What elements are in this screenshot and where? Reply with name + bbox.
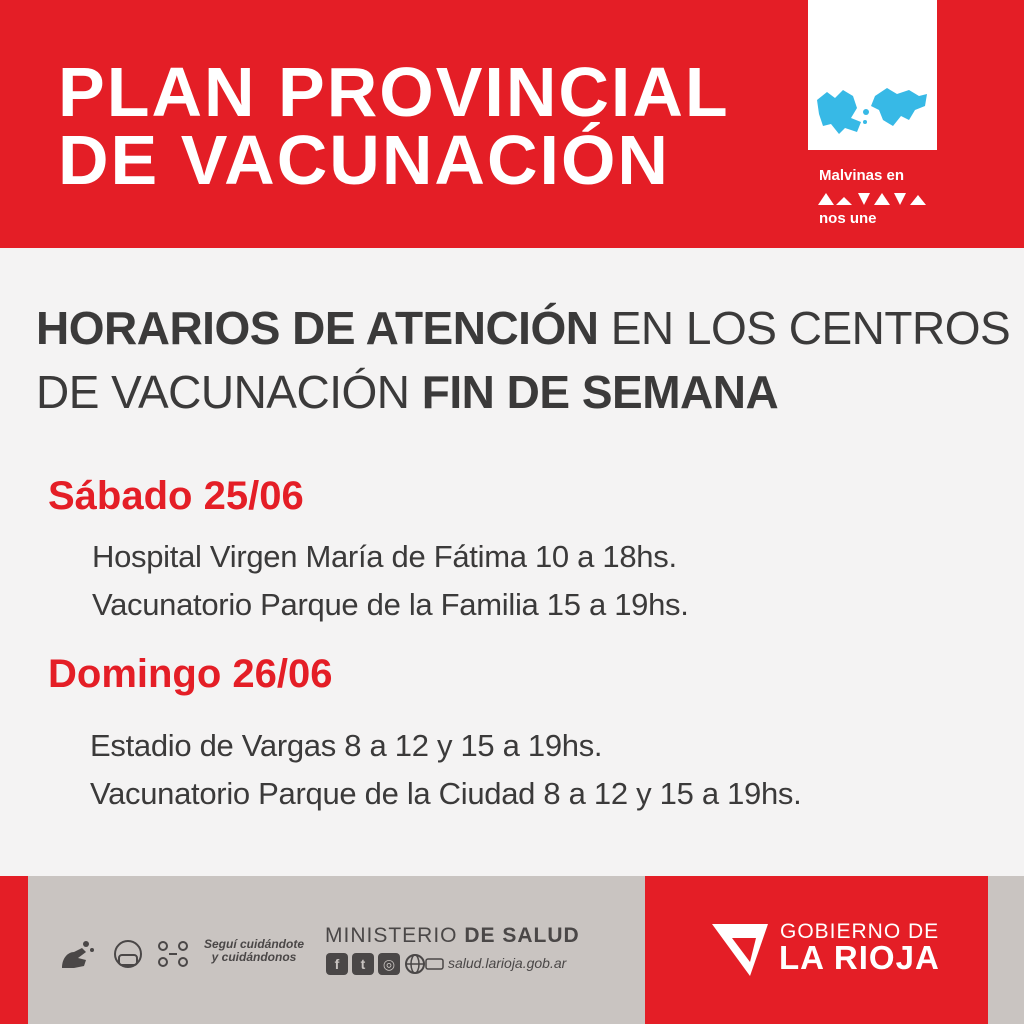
la-rioja-logo-icon [710, 918, 770, 978]
instagram-icon[interactable]: ◎ [378, 953, 400, 975]
ministry-label [325, 925, 580, 946]
distancing-icon [154, 938, 192, 974]
slogan-line-1: Seguí cuidándote [204, 937, 305, 951]
malvinas-line-1: Malvinas en [819, 167, 905, 184]
malvinas-islands-icon [813, 82, 931, 140]
ministry-bold: DE SALUD [464, 924, 580, 947]
twitter-icon[interactable]: t [352, 953, 374, 975]
subheading-regular-1: EN LOS CENTROS [598, 302, 1011, 354]
slogan-line-2: y cuidándonos [211, 950, 297, 965]
malvinas-line-2: nos une [819, 210, 877, 227]
web-globe-icon[interactable] [404, 953, 444, 975]
schedule-entry: Estadio de Vargas 8 a 12 y 15 a 19hs. [90, 728, 603, 763]
schedule-entry: Hospital Virgen María de Fátima 10 a 18hs. [92, 539, 677, 574]
subheading-line-2 [36, 366, 779, 418]
subheading-regular-2: DE VACUNACIÓN [36, 366, 422, 418]
government-line-2: LA RIOJA [779, 939, 940, 976]
slogan [204, 938, 304, 964]
subheading-bold-2: FIN DE SEMANA [421, 366, 779, 418]
subheading-bold-1: HORARIOS DE ATENCIÓN [36, 302, 599, 354]
face-mask-icon [110, 938, 146, 974]
handwash-icon [56, 938, 96, 974]
title-line-2: DE VACUNACIÓN [58, 121, 670, 199]
ministry-regular: MINISTERIO [325, 924, 465, 947]
footer-accent-right [988, 876, 1024, 1024]
footer-accent-left [0, 876, 28, 1024]
schedule-entry: Vacunatorio Parque de la Familia 15 a 19hs. [92, 587, 689, 622]
la-rioja-emblem-icon [818, 191, 926, 207]
website-link[interactable]: salud.larioja.gob.ar [448, 955, 567, 971]
government-line-1: GOBIERNO DE [780, 920, 940, 943]
subheading-line-1 [36, 302, 1011, 354]
day-title-sunday: Domingo 26/06 [48, 652, 333, 696]
title-line-1: PLAN PROVINCIAL [58, 53, 730, 131]
schedule-entry: Vacunatorio Parque de la Ciudad 8 a 12 y 15 a 19hs. [90, 776, 802, 811]
facebook-icon[interactable]: f [326, 953, 348, 975]
day-title-saturday: Sábado 25/06 [48, 474, 304, 518]
